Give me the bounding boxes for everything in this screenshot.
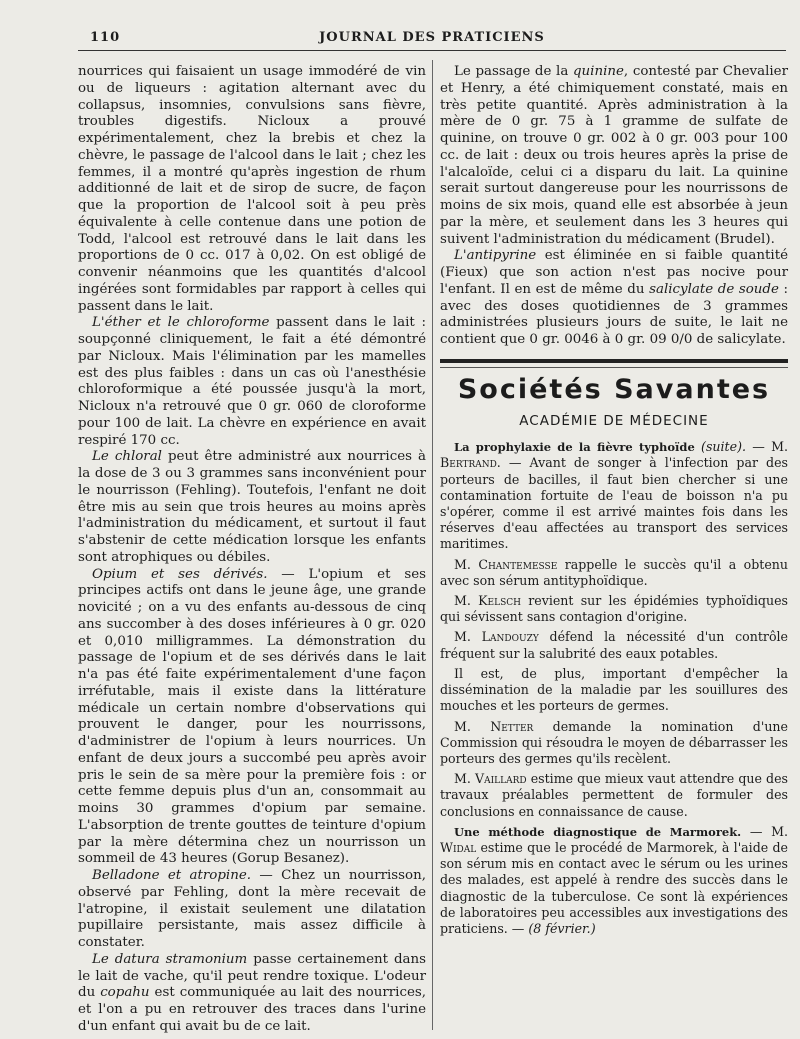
- author-name: Landouzy: [481, 629, 539, 645]
- text-run: M.: [454, 718, 491, 734]
- text-run: Le passage de la: [454, 64, 573, 79]
- paragraph: [440, 557, 788, 589]
- italic-text: salicylate de soude: [649, 281, 779, 297]
- text-run: — M.: [746, 439, 789, 455]
- text-run: estime que le procédé de Marmorek, à l'aide de son sérum mis en contact avec le sérum ou les urines des malades, est appelé à rendre des succès dans le diagnostic de la tuberculose. Ce sont là expériences de laboratoires peu accessibles aux investigations des praticiens. —: [440, 839, 788, 936]
- author-name: Widal: [440, 839, 477, 855]
- paragraph: [78, 315, 426, 449]
- author-name: Chantemesse: [478, 556, 558, 572]
- paragraph: [78, 952, 426, 1036]
- italic-text: Belladone et atropine.: [92, 868, 251, 883]
- paragraph: [440, 64, 788, 248]
- text-run: — Chez un nourrisson, observé par Fehling, dont la mère recevait de l'atropine, il existait seulement une dilatation pupillaire persistante, mais assez difficile à constater.: [78, 868, 426, 950]
- text-run: : avec des doses quotidiennes de 3 grammes administrées plusieurs jours de suite, le lait ne contient que 0 gr. 0046 à 0 gr. 09 0/0 de salicylate.: [440, 281, 788, 347]
- italic-text: copahu: [100, 985, 150, 1001]
- right-column-top-text: [440, 64, 788, 349]
- paragraph: [78, 449, 426, 566]
- paragraph: [440, 771, 788, 820]
- italic-text: Opium et ses dérivés.: [92, 566, 268, 582]
- italic-text: (suite).: [694, 439, 746, 455]
- text-run: revient sur les épidémies typhoïdiques qui sévissent sans contagion d'origine.: [440, 593, 789, 625]
- italic-text: Le chloral: [92, 449, 162, 465]
- paragraph: [78, 868, 426, 952]
- text-run: — L'opium et ses principes actifs ont dans le jeune âge, une grande novicité ; on a vu des enfants au-dessous de cinq ans succomber à des doses inférieures à 0 gr. 020 et 0,010 milligrammes. La démonstration du passage de l'opium et de ses dérivés dans le lait n'a pas été faite expérimentalement d'une façon irréfutable, mais il existe dans la littérature médicale un certain nombre d'observations qui prouvent le danger, pour les nourrissons, d'administrer de l'opium à leurs nourrices. Un enfant de deux jours a succombé peu après avoir pris le sein de sa mère pour la première fois : or cette femme depuis plus d'un an, consommait au moins 30 grammes d'opium par semaine. L'absorption de trente gouttes de teinture d'opium par la mère détermina chez un nourrisson un sommeil de 43 heures (Gorup Besanez).: [78, 566, 426, 867]
- text-run: — Avant de songer à l'infection par des porteurs de bacilles, il faut bien chercher si une contamination fortuite de l'eau de boisson n'a pu s'opérer, comme il est arrivé maintes fois dans les réserves d'eau affectées au transport des services maritimes.: [440, 455, 788, 552]
- paragraph: [440, 719, 788, 768]
- paragraph: [440, 824, 788, 937]
- italic-text: quinine: [572, 64, 624, 79]
- italic-text: L'antipyrine: [454, 248, 537, 264]
- text-run: M.: [454, 771, 475, 787]
- text-run: rappelle le succès qu'il a obtenu avec son sérum antityphoïdique.: [440, 556, 788, 588]
- paragraph: [440, 666, 788, 715]
- text-run: , contesté par Chevalier et Henry, a été chimiquement constaté, mais en très petite quantité. Après administration à la mère de 0 gr. 75 à 1 gramme de sulfate de quinine, on trouve 0 gr. 002 à 0 gr. 003 pour 100 cc. de lait : deux ou trois heures après la prise de l'alcaloïde, celui ci a disparu du lait. La quinine serait surtout dangereuse pour les nourrissons de moins de six mois, quand elle est absorbée à jeun par la mère, et seulement dans les 3 heures qui suivent l'administration du médicament (Brudel).: [440, 64, 788, 247]
- text-run: défend la nécessité d'un contrôle fréquent sur la salubrité des eaux potables.: [440, 629, 789, 661]
- right-column: [440, 64, 788, 941]
- text-run: est éliminée en si faible quantité (Fieux) que son action n'est pas nocive pour l'enfant. Il en est de même du: [440, 248, 788, 297]
- column-divider: [432, 60, 433, 1030]
- section-rule-thin: [440, 367, 788, 368]
- journal-title: JOURNAL DES PRATICIENS: [319, 30, 545, 45]
- section-rule-thick: [440, 359, 788, 363]
- paragraph: [78, 64, 426, 315]
- author-name: Kelsch: [478, 593, 521, 609]
- page-header: [78, 26, 786, 51]
- bold-heading: La prophylaxie de la fièvre typhoïde: [454, 440, 695, 455]
- paragraph: [440, 593, 788, 625]
- academy-reports: [440, 439, 788, 937]
- paragraph: [440, 248, 788, 349]
- text-run: passe certainement dans le lait de vache, qu'il peut rendre toxique. L'odeur du: [78, 951, 426, 1001]
- paragraph: [78, 567, 426, 869]
- italic-text: Le datura stramonium: [92, 951, 248, 967]
- text-run: M.: [454, 593, 479, 609]
- text-run: Il est, de plus, important d'empêcher la dissémination de la maladie par les souillures des mouches et les porteurs de germes.: [440, 665, 788, 714]
- italic-text: L'éther et le chloroforme: [92, 315, 270, 331]
- italic-text: (8 février.): [528, 920, 596, 936]
- text-run: — M.: [741, 823, 789, 839]
- section-title: Sociétés Savantes: [457, 373, 771, 405]
- section-subtitle: ACADÉMIE DE MÉDECINE: [519, 412, 709, 429]
- author-name: Bertrand.: [440, 455, 501, 471]
- author-name: Netter: [490, 718, 534, 734]
- text-run: nourrices qui faisaient un usage immodéré de vin ou de liqueurs : agitation alternant avec du collapsus, insomnies, convulsions sans fièvre, troubles digestifs. Nicloux a prouvé expérimentalement, chez la brebis et chez la chèvre, le passage de l'alcool dans le lait ; chez les femmes, il a montré qu'après ingestion de rhum additionné de lait et de sirop de sucre, de façon que la proportion de l'alcool soit à peu près équivalente à celle contenue dans une potion de Todd, l'alcool est retrouvé dans le lait dans les proportions de 0 cc. 017 à 0,02. On est obligé de convenir néanmoins que les quantités d'alcool ingérées sont formidables par rapport à celles qui passent dans le lait.: [78, 64, 426, 314]
- text-run: peut être administré aux nourrices à la dose de 3 ou 3 grammes sans inconvénient pour le nourrisson (Fehling). Toutefois, l'enfant ne doit être mis au sein que trois heures au moins après l'administration du médicament, et surtout il faut s'abstenir de cette médication lorsque les enfants sont atrophiques ou débiles.: [78, 449, 426, 565]
- paragraph: [440, 629, 788, 661]
- page-number: 110: [90, 30, 121, 45]
- text-run: est communiquée au lait des nourrices, et l'on a pu en retrouver des traces dans l'urine d'un enfant qui avait bu de ce lait.: [78, 985, 427, 1034]
- left-column: [78, 64, 426, 1036]
- text-run: M.: [454, 556, 479, 572]
- text-run: passent dans le lait : soupçonné cliniquement, le fait a été démontré par Nicloux. Mais l'élimination par les mamelles est des plus faibles : dans un cas où l'anesthésie chloroformique a été poussée jusqu'à la mort, Nicloux n'a retrouvé que 0 gr. 060 de cloroforme pour 100 de lait. La chèvre en expérience en avait respiré 170 cc.: [78, 315, 426, 448]
- text-run: demande la nomination d'une Commission qui résoudra le moyen de débarrasser les porteurs des germes qu'ils recèlent.: [440, 718, 788, 766]
- text-run: estime que mieux vaut attendre que des travaux préalables permettent de formuler des conclusions en connaissance de cause.: [440, 771, 789, 819]
- author-name: Vaillard: [475, 771, 527, 787]
- text-run: M.: [454, 629, 482, 645]
- bold-heading: Une méthode diagnostique de Marmorek.: [454, 824, 742, 839]
- paragraph: [440, 439, 788, 552]
